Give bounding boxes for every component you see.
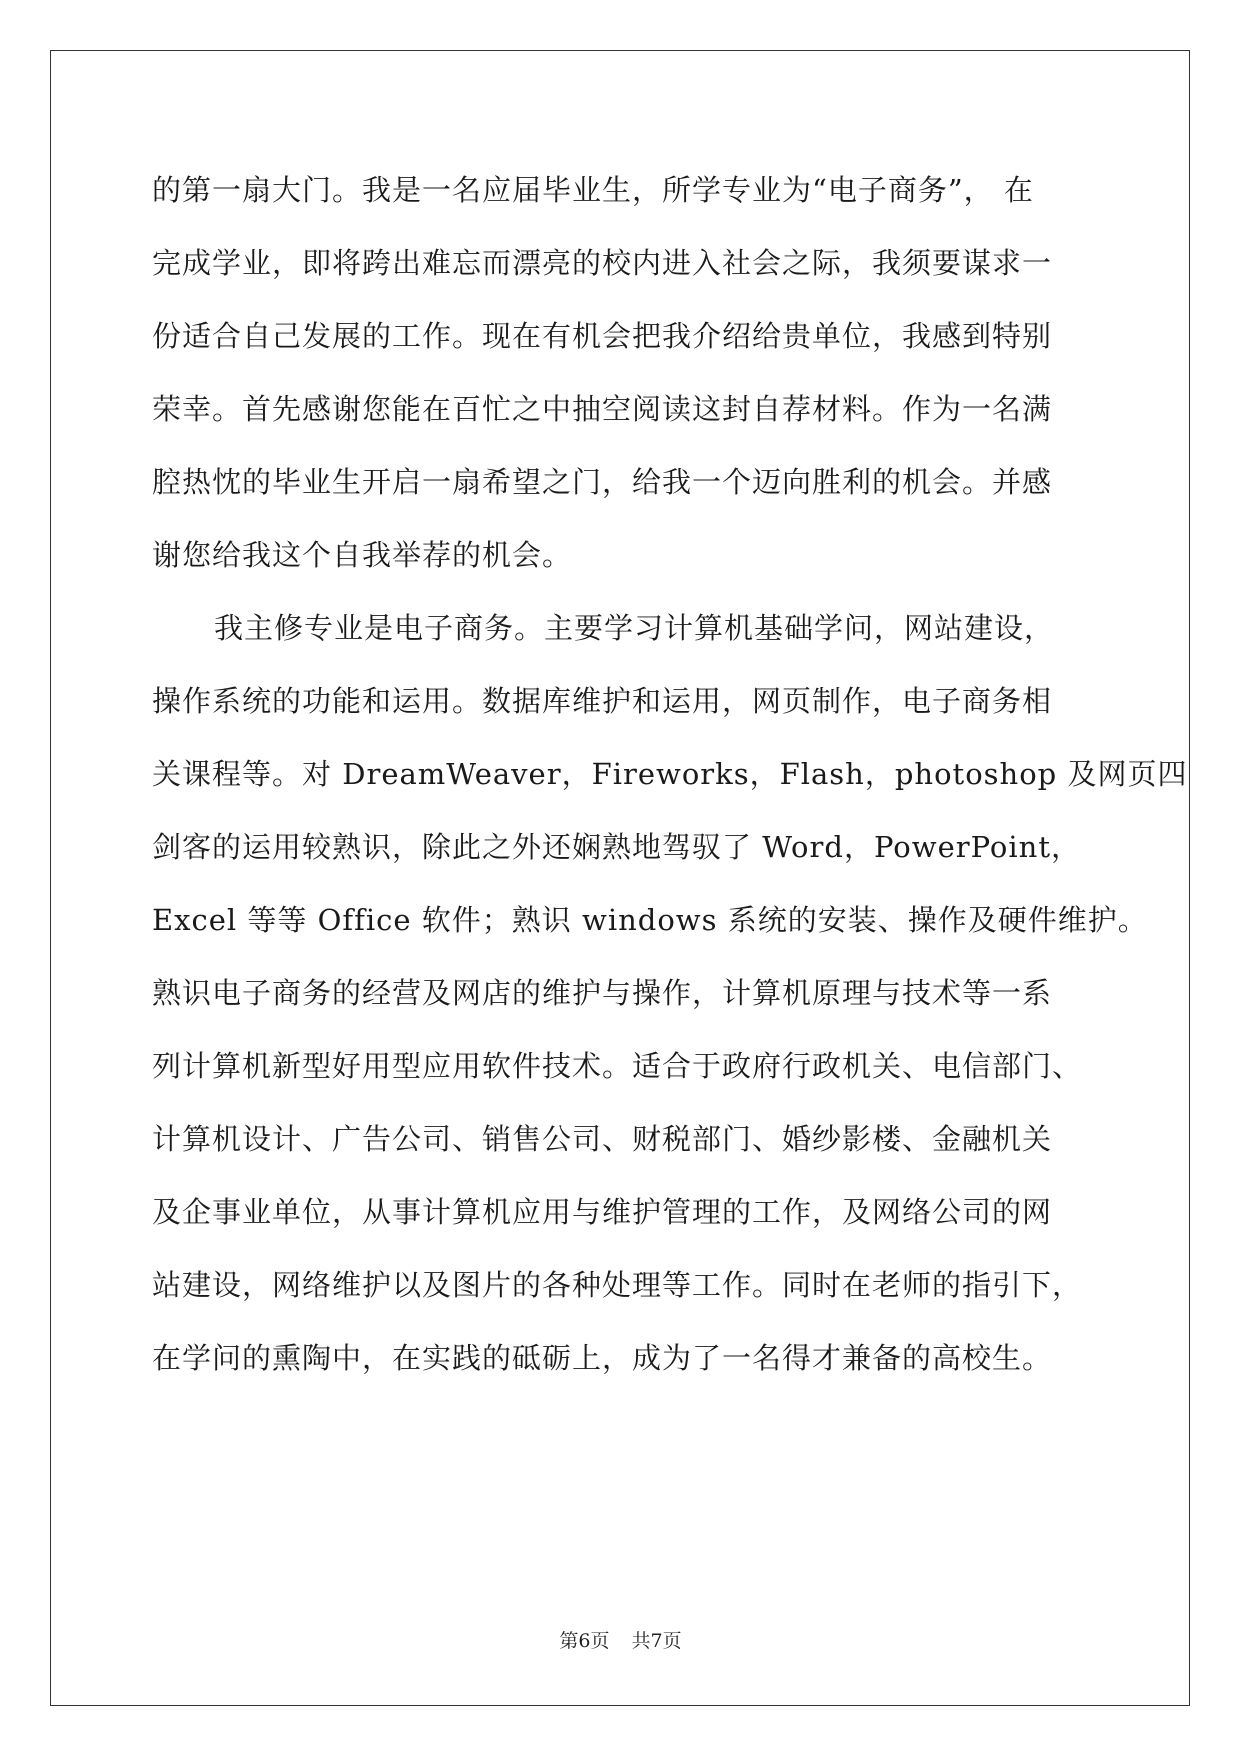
text-line: 在学问的熏陶中，在实践的砥砺上，成为了一名得才兼备的高校生。 <box>152 1341 1053 1375</box>
text-line: 完成学业，即将跨出难忘而漂亮的校内进入社会之际，我须要谋求一 <box>152 246 1053 280</box>
text-line: 荣幸。首先感谢您能在百忙之中抽空阅读这封自荐材料。作为一名满 <box>152 392 1053 426</box>
current-page-number: 第6页 <box>559 1630 610 1652</box>
text-line: 操作系统的功能和运用。数据库维护和运用，网页制作，电子商务相 <box>152 684 1053 718</box>
text-line: Excel 等等 Office 软件；熟识 windows 系统的安装、操作及硬件维护。 <box>152 903 1148 937</box>
total-page-count: 共7页 <box>631 1630 682 1652</box>
text-line: 计算机设计、广告公司、销售公司、财税部门、婚纱影楼、金融机关 <box>152 1122 1053 1156</box>
paragraph-start-line: 我主修专业是电子商务。主要学习计算机基础学问，网站建设， <box>214 611 1055 645</box>
text-line: 及企事业单位，从事计算机应用与维护管理的工作，及网络公司的网 <box>152 1195 1053 1229</box>
page-footer <box>0 1626 1241 1653</box>
page-border <box>50 50 1190 1706</box>
text-line: 份适合自己发展的工作。现在有机会把我介绍给贵单位，我感到特别 <box>152 319 1053 353</box>
text-line: 谢您给我这个自我举荐的机会。 <box>152 538 573 572</box>
text-line: 剑客的运用较熟识，除此之外还娴熟地驾驭了 Word，PowerPoint， <box>152 830 1081 864</box>
text-line: 站建设，网络维护以及图片的各种处理等工作。同时在老师的指引下， <box>152 1268 1083 1302</box>
text-line: 的第一扇大门。我是一名应届毕业生，所学专业为“电子商务”， 在 <box>152 173 1034 207</box>
text-line: 关课程等。对 DreamWeaver，Fireworks，Flash，photoshop 及网页四 <box>152 757 1188 791</box>
text-line: 腔热忱的毕业生开启一扇希望之门，给我一个迈向胜利的机会。并感 <box>152 465 1053 499</box>
text-line: 熟识电子商务的经营及网店的维护与操作，计算机原理与技术等一系 <box>152 976 1053 1010</box>
text-line: 列计算机新型好用型应用软件技术。适合于政府行政机关、电信部门、 <box>152 1049 1083 1083</box>
